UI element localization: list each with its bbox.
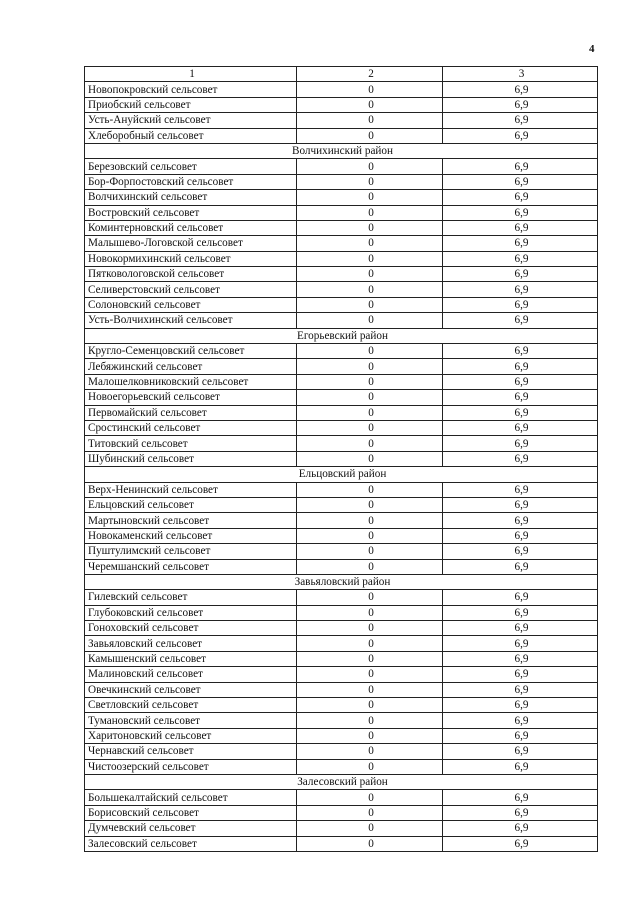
table-row: [85, 667, 598, 682]
column-3-value: 6,9: [443, 282, 598, 297]
table-row: [85, 267, 598, 282]
table-row: [85, 590, 598, 605]
settlement-name: Гилевский сельсовет: [85, 590, 297, 605]
column-2-value: 0: [297, 621, 443, 636]
column-3-value: 6,9: [443, 390, 598, 405]
column-2-value: 0: [297, 82, 443, 97]
settlement-name: Бор-Форпостовский сельсовет: [85, 174, 297, 189]
table-row: [85, 420, 598, 435]
settlement-name: Титовский сельсовет: [85, 436, 297, 451]
table-row: [85, 128, 598, 143]
settlement-name: Новокаменский сельсовет: [85, 528, 297, 543]
column-3-value: 6,9: [443, 344, 598, 359]
column-2-value: 0: [297, 267, 443, 282]
column-3-value: 6,9: [443, 821, 598, 836]
table-row: [85, 205, 598, 220]
table-row: [85, 390, 598, 405]
table-row: [85, 528, 598, 543]
column-3-value: 6,9: [443, 451, 598, 466]
settlement-name: Востровский сельсовет: [85, 205, 297, 220]
district-header-row: [85, 143, 598, 158]
column-2-value: 0: [297, 497, 443, 512]
table-row: [85, 436, 598, 451]
district-header-row: [85, 467, 598, 482]
column-3-value: 6,9: [443, 190, 598, 205]
table-row: [85, 405, 598, 420]
column-2-value: 0: [297, 744, 443, 759]
column-3-value: 6,9: [443, 313, 598, 328]
column-3-value: 6,9: [443, 436, 598, 451]
column-3-value: 6,9: [443, 790, 598, 805]
column-2-value: 0: [297, 713, 443, 728]
column-3-value: 6,9: [443, 497, 598, 512]
page-number: 4: [589, 43, 595, 55]
column-2-value: 0: [297, 220, 443, 235]
district-name: Волчихинский район: [85, 143, 598, 158]
column-header-3: 3: [443, 67, 598, 82]
table-row: [85, 344, 598, 359]
column-2-value: 0: [297, 436, 443, 451]
column-2-value: 0: [297, 513, 443, 528]
column-2-value: 0: [297, 205, 443, 220]
column-2-value: 0: [297, 297, 443, 312]
column-2-value: 0: [297, 528, 443, 543]
column-2-value: 0: [297, 174, 443, 189]
settlement-name: Кругло-Семенцовский сельсовет: [85, 344, 297, 359]
table-row: [85, 836, 598, 851]
column-3-value: 6,9: [443, 359, 598, 374]
settlement-name: Солоновский сельсовет: [85, 297, 297, 312]
district-header-row: [85, 328, 598, 343]
table-row: [85, 559, 598, 574]
table-row: [85, 744, 598, 759]
settlement-name: Березовский сельсовет: [85, 159, 297, 174]
column-header-1: 1: [85, 67, 297, 82]
column-2-value: 0: [297, 790, 443, 805]
column-2-value: 0: [297, 636, 443, 651]
column-2-value: 0: [297, 251, 443, 266]
column-3-value: 6,9: [443, 482, 598, 497]
district-name: Залесовский район: [85, 774, 598, 789]
column-2-value: 0: [297, 282, 443, 297]
column-2-value: 0: [297, 651, 443, 666]
table-row: [85, 190, 598, 205]
table-row: [85, 282, 598, 297]
column-2-value: 0: [297, 821, 443, 836]
settlement-name: Новокормихинский сельсовет: [85, 251, 297, 266]
column-3-value: 6,9: [443, 513, 598, 528]
settlement-name: Мартыновский сельсовет: [85, 513, 297, 528]
settlement-name: Хлеборобный сельсовет: [85, 128, 297, 143]
settlement-name: Овечкинский сельсовет: [85, 682, 297, 697]
column-2-value: 0: [297, 759, 443, 774]
column-3-value: 6,9: [443, 544, 598, 559]
settlement-name: Первомайский сельсовет: [85, 405, 297, 420]
table-row: [85, 482, 598, 497]
table-row: [85, 113, 598, 128]
table-row: [85, 821, 598, 836]
table-row: [85, 805, 598, 820]
table-row: [85, 713, 598, 728]
settlement-name: Шубинский сельсовет: [85, 451, 297, 466]
table-row: [85, 759, 598, 774]
column-3-value: 6,9: [443, 682, 598, 697]
settlement-name: Селиверстовский сельсовет: [85, 282, 297, 297]
table-row: [85, 605, 598, 620]
settlements-table: [84, 66, 598, 852]
column-3-value: 6,9: [443, 220, 598, 235]
column-3-value: 6,9: [443, 744, 598, 759]
settlement-name: Приобский сельсовет: [85, 97, 297, 112]
column-2-value: 0: [297, 97, 443, 112]
settlement-name: Завьяловский сельсовет: [85, 636, 297, 651]
column-2-value: 0: [297, 374, 443, 389]
column-3-value: 6,9: [443, 374, 598, 389]
column-3-value: 6,9: [443, 205, 598, 220]
column-3-value: 6,9: [443, 728, 598, 743]
column-3-value: 6,9: [443, 621, 598, 636]
district-name: Егорьевский район: [85, 328, 598, 343]
settlement-name: Лебяжинский сельсовет: [85, 359, 297, 374]
column-2-value: 0: [297, 451, 443, 466]
column-2-value: 0: [297, 190, 443, 205]
table-row: [85, 313, 598, 328]
column-2-value: 0: [297, 544, 443, 559]
table-row: [85, 544, 598, 559]
settlement-name: Чистоозерский сельсовет: [85, 759, 297, 774]
column-header-2: 2: [297, 67, 443, 82]
column-2-value: 0: [297, 698, 443, 713]
column-2-value: 0: [297, 359, 443, 374]
table-row: [85, 636, 598, 651]
column-2-value: 0: [297, 805, 443, 820]
table-row: [85, 297, 598, 312]
settlement-name: Ельцовский сельсовет: [85, 497, 297, 512]
settlement-name: Харитоновский сельсовет: [85, 728, 297, 743]
column-3-value: 6,9: [443, 636, 598, 651]
column-2-value: 0: [297, 482, 443, 497]
table-row: [85, 236, 598, 251]
column-2-value: 0: [297, 420, 443, 435]
column-2-value: 0: [297, 682, 443, 697]
column-3-value: 6,9: [443, 528, 598, 543]
column-3-value: 6,9: [443, 128, 598, 143]
settlement-name: Новоегорьевский сельсовет: [85, 390, 297, 405]
column-2-value: 0: [297, 128, 443, 143]
table-row: [85, 220, 598, 235]
settlement-name: Камышенский сельсовет: [85, 651, 297, 666]
column-2-value: 0: [297, 836, 443, 851]
district-header-row: [85, 774, 598, 789]
table-header-row: [85, 67, 598, 82]
column-3-value: 6,9: [443, 159, 598, 174]
column-3-value: 6,9: [443, 590, 598, 605]
table-row: [85, 513, 598, 528]
column-3-value: 6,9: [443, 759, 598, 774]
settlement-name: Усть-Ануйский сельсовет: [85, 113, 297, 128]
district-name: Завьяловский район: [85, 574, 598, 589]
column-3-value: 6,9: [443, 82, 598, 97]
settlement-name: Малошелковниковский сельсовет: [85, 374, 297, 389]
column-2-value: 0: [297, 667, 443, 682]
table-row: [85, 651, 598, 666]
settlement-name: Думчевский сельсовет: [85, 821, 297, 836]
settlement-name: Волчихинский сельсовет: [85, 190, 297, 205]
column-3-value: 6,9: [443, 113, 598, 128]
column-3-value: 6,9: [443, 174, 598, 189]
table-row: [85, 374, 598, 389]
settlement-name: Светловский сельсовет: [85, 698, 297, 713]
settlement-name: Усть-Волчихинский сельсовет: [85, 313, 297, 328]
column-2-value: 0: [297, 344, 443, 359]
table-row: [85, 728, 598, 743]
column-3-value: 6,9: [443, 667, 598, 682]
table-row: [85, 682, 598, 697]
settlement-name: Чернавский сельсовет: [85, 744, 297, 759]
column-2-value: 0: [297, 313, 443, 328]
table-row: [85, 251, 598, 266]
column-3-value: 6,9: [443, 267, 598, 282]
table-row: [85, 790, 598, 805]
settlement-name: Новопокровский сельсовет: [85, 82, 297, 97]
column-3-value: 6,9: [443, 651, 598, 666]
column-2-value: 0: [297, 159, 443, 174]
table-row: [85, 82, 598, 97]
table-row: [85, 174, 598, 189]
table-body: [85, 82, 598, 852]
column-2-value: 0: [297, 590, 443, 605]
settlement-name: Пуштулимский сельсовет: [85, 544, 297, 559]
district-header-row: [85, 574, 598, 589]
column-3-value: 6,9: [443, 97, 598, 112]
settlement-name: Борисовский сельсовет: [85, 805, 297, 820]
table-row: [85, 698, 598, 713]
table-row: [85, 497, 598, 512]
settlement-name: Коминтерновский сельсовет: [85, 220, 297, 235]
column-2-value: 0: [297, 390, 443, 405]
table-row: [85, 97, 598, 112]
settlement-name: Верх-Ненинский сельсовет: [85, 482, 297, 497]
column-3-value: 6,9: [443, 605, 598, 620]
column-3-value: 6,9: [443, 836, 598, 851]
column-3-value: 6,9: [443, 236, 598, 251]
settlement-name: Глубоковский сельсовет: [85, 605, 297, 620]
table-row: [85, 621, 598, 636]
table-row: [85, 359, 598, 374]
settlement-name: Пятковологовской сельсовет: [85, 267, 297, 282]
settlement-name: Малиновский сельсовет: [85, 667, 297, 682]
column-3-value: 6,9: [443, 405, 598, 420]
district-name: Ельцовский район: [85, 467, 598, 482]
column-3-value: 6,9: [443, 805, 598, 820]
table-row: [85, 159, 598, 174]
column-3-value: 6,9: [443, 559, 598, 574]
settlement-name: Большекалтайский сельсовет: [85, 790, 297, 805]
column-2-value: 0: [297, 236, 443, 251]
column-3-value: 6,9: [443, 713, 598, 728]
settlement-name: Малышево-Логовской сельсовет: [85, 236, 297, 251]
column-3-value: 6,9: [443, 698, 598, 713]
settlement-name: Черемшанский сельсовет: [85, 559, 297, 574]
column-2-value: 0: [297, 559, 443, 574]
settlement-name: Тумановский сельсовет: [85, 713, 297, 728]
settlement-name: Залесовский сельсовет: [85, 836, 297, 851]
settlement-name: Сростинский сельсовет: [85, 420, 297, 435]
column-2-value: 0: [297, 728, 443, 743]
column-2-value: 0: [297, 605, 443, 620]
table-row: [85, 451, 598, 466]
column-2-value: 0: [297, 113, 443, 128]
column-2-value: 0: [297, 405, 443, 420]
column-3-value: 6,9: [443, 251, 598, 266]
column-3-value: 6,9: [443, 297, 598, 312]
settlement-name: Гонохoвский сельсовет: [85, 621, 297, 636]
column-3-value: 6,9: [443, 420, 598, 435]
